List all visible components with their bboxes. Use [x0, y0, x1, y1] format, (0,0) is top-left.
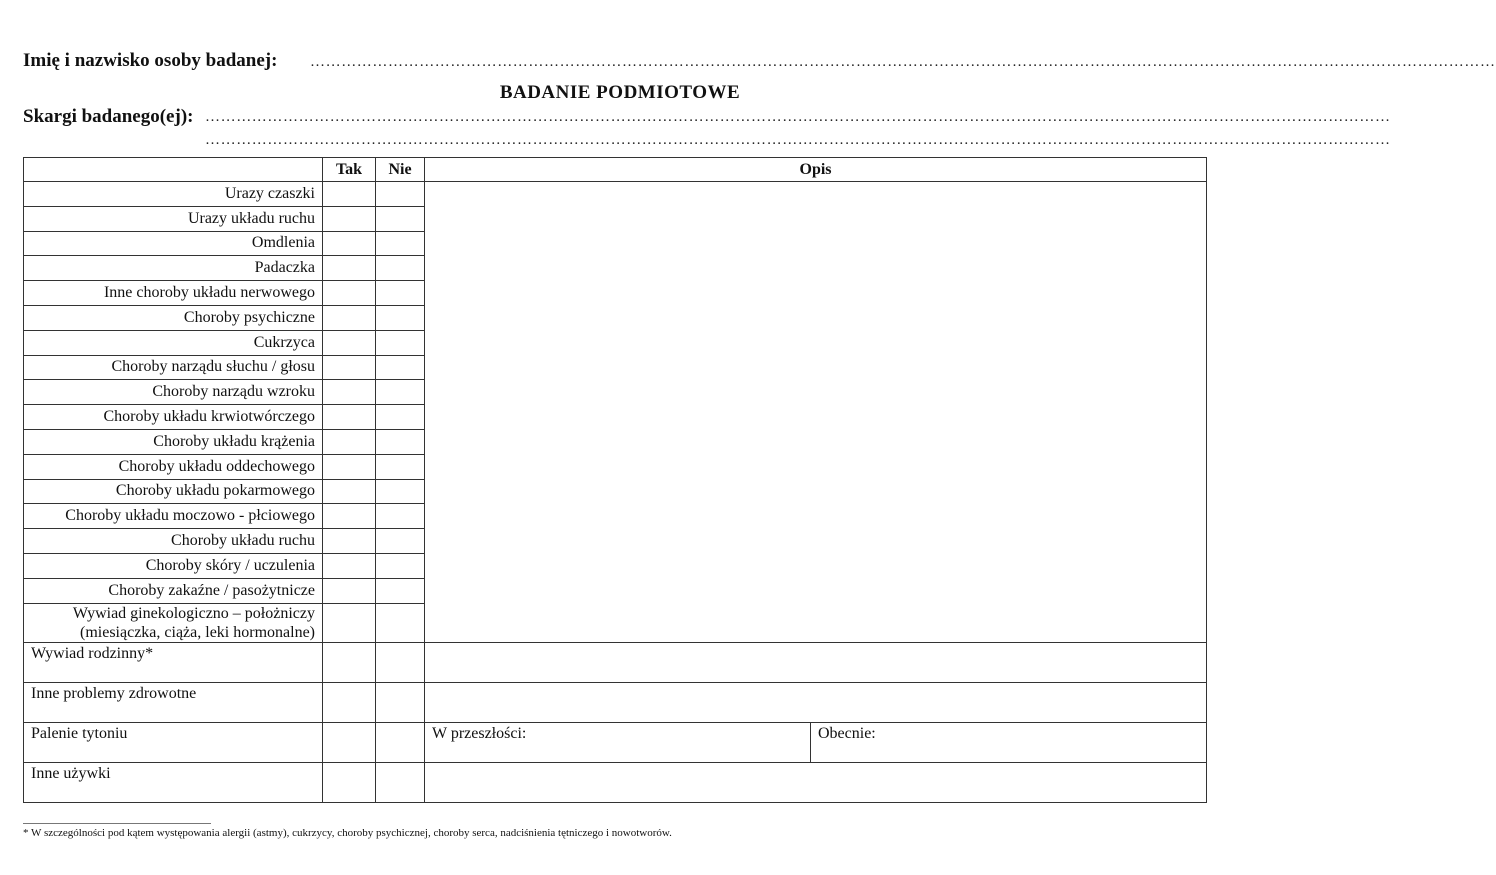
condition-label: Choroby zakaźne / pasożytnicze [24, 578, 323, 603]
page-title: BADANIE PODMIOTOWE [499, 82, 741, 103]
no-cell[interactable] [376, 479, 425, 504]
gynecology-label-line-2: (miesiączka, ciąża, leki hormonalne) [80, 623, 315, 641]
no-cell[interactable] [376, 454, 425, 479]
condition-label: Choroby narządu wzroku [24, 380, 323, 405]
condition-label: Inne choroby układu nerwowego [24, 281, 323, 306]
no-cell[interactable] [376, 553, 425, 578]
no-cell[interactable] [376, 578, 425, 603]
family-history-label: Wywiad rodzinny* [24, 642, 323, 682]
table-header-row [24, 158, 1207, 182]
no-cell[interactable] [376, 206, 425, 231]
yes-cell[interactable] [323, 722, 376, 762]
no-cell[interactable] [376, 429, 425, 454]
family-history-description-cell[interactable] [425, 642, 1207, 682]
complaints-field-line-1[interactable]: ………………………………………………………………………………………………………………………………………………………………………………………………………… [205, 109, 1391, 125]
condition-label: Omdlenia [24, 231, 323, 256]
no-cell[interactable] [376, 529, 425, 554]
table-row-smoking [24, 722, 1207, 762]
yes-cell[interactable] [323, 256, 376, 281]
yes-cell[interactable] [323, 454, 376, 479]
condition-label: Urazy układu ruchu [24, 206, 323, 231]
yes-cell[interactable] [323, 281, 376, 306]
yes-cell[interactable] [323, 405, 376, 430]
condition-label: Choroby skóry / uczulenia [24, 553, 323, 578]
condition-label: Choroby układu ruchu [24, 529, 323, 554]
condition-label: Choroby układu krwiotwórczego [24, 405, 323, 430]
no-cell[interactable] [376, 256, 425, 281]
table-row-family-history [24, 642, 1207, 682]
no-cell[interactable] [376, 355, 425, 380]
condition-label: Urazy czaszki [24, 182, 323, 207]
condition-label: Choroby układu oddechowego [24, 454, 323, 479]
yes-cell[interactable] [323, 355, 376, 380]
other-health-description-cell[interactable] [425, 682, 1207, 722]
no-cell[interactable] [376, 603, 425, 642]
table-row-other-health [24, 682, 1207, 722]
smoking-past-cell[interactable]: W przeszłości: [425, 722, 811, 762]
description-cell[interactable] [425, 182, 1207, 643]
footnote: * W szczególności pod kątem występowania alergii (astmy), cukrzycy, choroby psychicznej, choroby serca, nadciśnienia tętniczego i nowotworów. [23, 827, 672, 839]
no-cell[interactable] [376, 642, 425, 682]
condition-label: Choroby układu moczowo - płciowego [24, 504, 323, 529]
complaints-field-line-2[interactable]: ………………………………………………………………………………………………………………………………………………………………………………………………………… [205, 132, 1391, 148]
no-cell[interactable] [376, 682, 425, 722]
yes-cell[interactable] [323, 182, 376, 207]
no-column-header: Nie [376, 158, 425, 182]
condition-label: Choroby psychiczne [24, 305, 323, 330]
table-row-other-stimulants [24, 762, 1207, 802]
other-health-label: Inne problemy zdrowotne [24, 682, 323, 722]
other-stimulants-label: Inne używki [24, 762, 323, 802]
yes-cell[interactable] [323, 682, 376, 722]
yes-cell[interactable] [323, 504, 376, 529]
description-column-header: Opis [425, 158, 1207, 182]
no-cell[interactable] [376, 380, 425, 405]
complaints-label: Skargi badanego(ej): [23, 106, 194, 127]
no-cell[interactable] [376, 405, 425, 430]
yes-cell[interactable] [323, 330, 376, 355]
other-stimulants-description-cell[interactable] [425, 762, 1207, 802]
gynecology-label [24, 603, 323, 642]
condition-label: Choroby układu pokarmowego [24, 479, 323, 504]
yes-cell[interactable] [323, 479, 376, 504]
yes-cell[interactable] [323, 380, 376, 405]
yes-cell[interactable] [323, 231, 376, 256]
table-row [24, 182, 1207, 207]
yes-cell[interactable] [323, 762, 376, 802]
condition-label: Cukrzyca [24, 330, 323, 355]
condition-label: Padaczka [24, 256, 323, 281]
no-cell[interactable] [376, 305, 425, 330]
footnote-divider [23, 823, 211, 824]
smoking-label: Palenie tytoniu [24, 722, 323, 762]
no-cell[interactable] [376, 330, 425, 355]
yes-cell[interactable] [323, 206, 376, 231]
yes-cell[interactable] [323, 529, 376, 554]
no-cell[interactable] [376, 722, 425, 762]
yes-cell[interactable] [323, 305, 376, 330]
gynecology-label-line-1: Wywiad ginekologiczno – położniczy [72, 604, 315, 622]
no-cell[interactable] [376, 231, 425, 256]
patient-name-field[interactable]: ………………………………………………………………………………………………………………………………………………………………………………………………………… [310, 54, 1496, 70]
label-column-header [24, 158, 323, 182]
yes-column-header: Tak [323, 158, 376, 182]
no-cell[interactable] [376, 182, 425, 207]
yes-cell[interactable] [323, 642, 376, 682]
no-cell[interactable] [376, 281, 425, 306]
patient-name-label: Imię i nazwisko osoby badanej: [23, 50, 278, 71]
no-cell[interactable] [376, 762, 425, 802]
smoking-current-cell[interactable]: Obecnie: [811, 722, 1207, 762]
no-cell[interactable] [376, 504, 425, 529]
yes-cell[interactable] [323, 603, 376, 642]
condition-label: Choroby narządu słuchu / głosu [24, 355, 323, 380]
yes-cell[interactable] [323, 553, 376, 578]
yes-cell[interactable] [323, 429, 376, 454]
yes-cell[interactable] [323, 578, 376, 603]
condition-label: Choroby układu krążenia [24, 429, 323, 454]
medical-history-table [23, 157, 1207, 803]
